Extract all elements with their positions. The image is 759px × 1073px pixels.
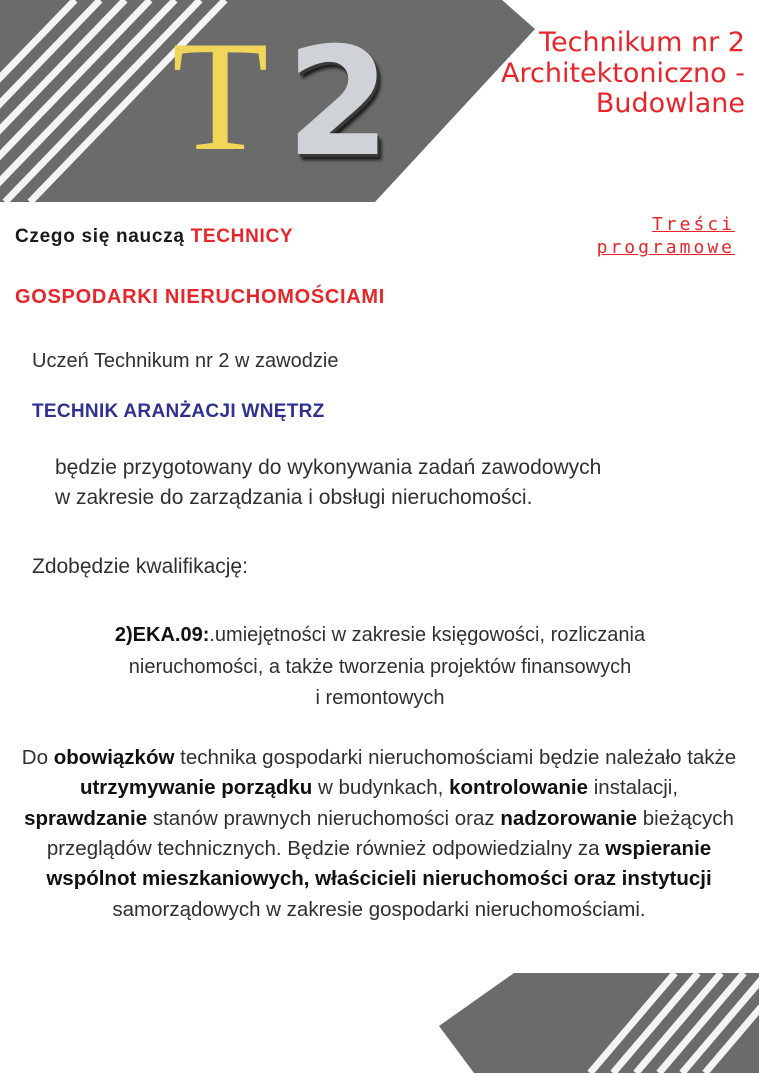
preparation-line: w zakresie do zarządzania i obsługi nieruchomości. xyxy=(55,486,533,510)
school-name-line: Architektoniczno - xyxy=(501,57,745,89)
school-name-line: Budowlane xyxy=(595,88,745,119)
logo-number-2: 2 xyxy=(286,16,391,190)
preparation-text xyxy=(55,453,601,514)
duties-bold: nadzorowanie xyxy=(500,806,638,830)
intro-text: Uczeń Technikum nr 2 w zawodzie xyxy=(32,350,339,372)
logo-letter-t: T xyxy=(172,9,267,184)
duties-text: instalacji, xyxy=(588,776,679,800)
duties-bold: kontrolowanie xyxy=(449,776,589,800)
school-name xyxy=(445,28,745,120)
duties-text: w budynkach, xyxy=(312,776,450,800)
program-content-link[interactable] xyxy=(597,213,735,260)
duties-text: technika gospodarki nieruchomościami będzie należało także xyxy=(174,746,737,769)
duties-text: Do xyxy=(21,746,54,769)
duties-bold: wspieranie wspólnot mieszkaniowych, właścicieli nieruchomości oraz instytucji xyxy=(46,836,712,891)
qualification-line: nieruchomości, a także tworzenia projektów finansowych xyxy=(128,655,632,678)
duties-bold: utrzymywanie porządku xyxy=(79,776,313,800)
profession-title: TECHNIK ARANŻACJI WNĘTRZ xyxy=(32,401,325,422)
duties-text: stanów prawnych nieruchomości oraz xyxy=(147,806,501,830)
qualification-line: .umiejętności w zakresie księgowości, rozliczania xyxy=(209,624,646,646)
program-link-line[interactable]: programowe xyxy=(596,237,735,259)
field-heading: GOSPODARKI NIERUCHOMOŚCIAMI xyxy=(15,286,386,308)
program-link-line[interactable]: Treści xyxy=(651,214,735,235)
school-name-line: Technikum nr 2 xyxy=(539,27,745,58)
duties-bold: obowiązków xyxy=(53,746,175,769)
duties-text: samorządowych w zakresie gospodarki nieruchomościami. xyxy=(112,897,646,921)
section-heading xyxy=(15,226,293,248)
qualification-description xyxy=(40,620,720,715)
heading-prefix: Czego się nauczą xyxy=(15,226,191,247)
duties-text: bieżących przeglądów technicznych. Będzie również odpowiedzialny za xyxy=(46,806,734,860)
corner-decoration xyxy=(439,973,759,1073)
preparation-line: będzie przygotowany do wykonywania zadań zawodowych xyxy=(55,456,602,479)
duties-bold: sprawdzanie xyxy=(24,806,148,830)
heading-highlight: TECHNICY xyxy=(190,226,294,247)
qualification-line: i remontowych xyxy=(315,687,445,710)
duties-paragraph xyxy=(18,743,740,925)
qualification-label: Zdobędzie kwalifikację: xyxy=(32,555,248,578)
qualification-code: 2)EKA.09: xyxy=(114,624,210,646)
